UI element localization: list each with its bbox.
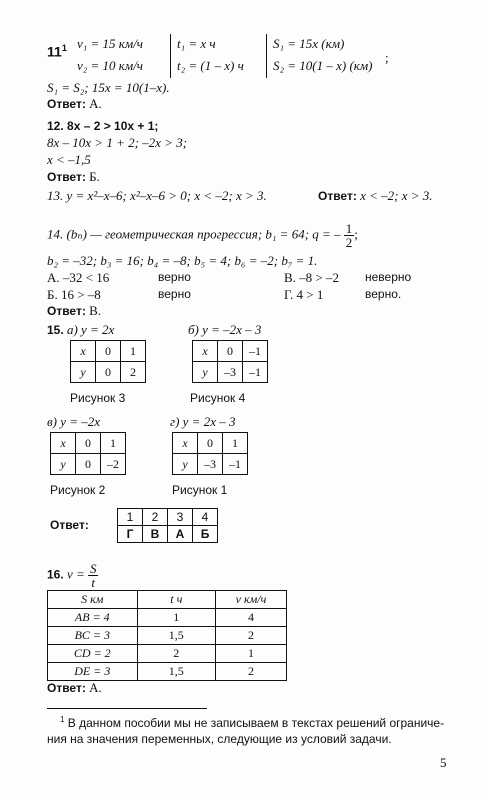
answer-table: 1 2 3 4 Г В А Б [117, 508, 218, 543]
figure-a-caption: Рисунок 3 [70, 391, 126, 405]
velocity-table [47, 590, 287, 681]
task-11-s2: S₂ = 10(1 – x) (км) [273, 58, 373, 73]
task-11-v1: v₁ = 15 км/ч [77, 36, 144, 51]
task-11-number: $11^1$ [47, 43, 67, 60]
task-14-answer: Ответ: В. [47, 303, 101, 318]
q-fraction: $\frac{1}{2}$ [345, 221, 353, 250]
figure-b-caption: Рисунок 4 [190, 391, 246, 405]
page-number: 5 [440, 755, 447, 770]
table-row: DE = 3 1,5 2 [48, 663, 287, 681]
task-15-answer-label: Ответ: [50, 518, 89, 532]
task-11-t2: t₂ = (1 – x) ч [177, 58, 244, 73]
task-12-line2: 8x – 10x > 1 + 2; –2x > 3; [47, 135, 188, 150]
task-13-answer: Ответ: x < –2; x > 3. [318, 188, 433, 203]
task-11-t1: t₁ = x ч [177, 36, 216, 51]
task-11-answer: Ответ: А. [47, 96, 102, 111]
footnote-line1: $^1$ В данном пособии мы не записываем в текстах решений ограниче- [60, 715, 445, 730]
divider-line [170, 34, 171, 78]
figure-v-caption: Рисунок 2 [50, 483, 106, 497]
task-11-v2: v₂ = 10 км/ч [77, 58, 144, 73]
task-14-option-v: В. –8 > –2 [284, 270, 340, 285]
task-15-g-label: г) y = 2x – 3 [170, 414, 236, 429]
divider-line [266, 34, 267, 78]
task-16-formula: 16. v = $\frac{S}{t}$ [47, 561, 97, 590]
table-a: x 0 1 y 0 2 [70, 340, 146, 383]
task-15-b-label: б) y = –2x – 3 [188, 322, 262, 337]
task-12-line1: 12. 8x – 2 > 10x + 1; [47, 119, 159, 133]
task-11-s1: S₁ = 15x (км) [273, 36, 345, 51]
task-14-intro: 14. (bₙ) — геометрическая прогрессия; b₁ = 64; q = – $\frac{1}{2}$ ; [47, 221, 358, 250]
task-14-option-b-verdict: верно [158, 287, 191, 301]
task-11-semicolon: ; [385, 50, 389, 65]
footnote-rule [47, 708, 207, 709]
task-15-a-label: 15. а) y = 2x [47, 322, 115, 337]
task-14-option-a-verdict: верно [158, 270, 191, 284]
task-13-text: 13. y = x²–x–6; x²–x–6 > 0; x < –2; x > 3. [47, 188, 267, 203]
task-14-option-a: А. –32 < 16 [47, 270, 110, 285]
task-12-line3: x < –1,5 [47, 152, 91, 167]
table-g: x 0 1 y –3 –1 [172, 432, 248, 475]
task-16-answer: Ответ: А. [47, 680, 102, 695]
table-v: x 0 1 y 0 –2 [50, 432, 126, 475]
task-14-option-b: Б. 16 > –8 [47, 287, 101, 302]
figure-g-caption: Рисунок 1 [172, 483, 228, 497]
task-14-option-v-verdict: неверно [365, 270, 412, 284]
task-12-answer: Ответ: Б. [47, 169, 100, 184]
task-14-option-g: Г. 4 > 1 [284, 287, 324, 302]
task-11-equation: S₁ = S₂; 15x = 10(1–x). [47, 80, 170, 95]
task-14-terms: b₂ = –32; b₃ = 16; b₄ = –8; b₅ = 4; b₆ = –2; b₇ = 1. [47, 253, 318, 268]
table-b: x 0 –1 y –3 –1 [192, 340, 268, 383]
table-row: BC = 3 1,5 2 [48, 627, 287, 645]
velocity-fraction: $\frac{S}{t}$ [89, 561, 97, 590]
footnote-line2: ния на значения переменных, следующие из условий задачи. [47, 732, 392, 746]
table-row: AB = 4 1 4 [48, 609, 287, 627]
task-14-option-g-verdict: верно. [365, 287, 402, 301]
table-row: CD = 2 2 1 [48, 645, 287, 663]
table-header-row: S км t ч v км/ч [48, 591, 287, 609]
task-15-v-label: в) y = –2x [47, 414, 101, 429]
